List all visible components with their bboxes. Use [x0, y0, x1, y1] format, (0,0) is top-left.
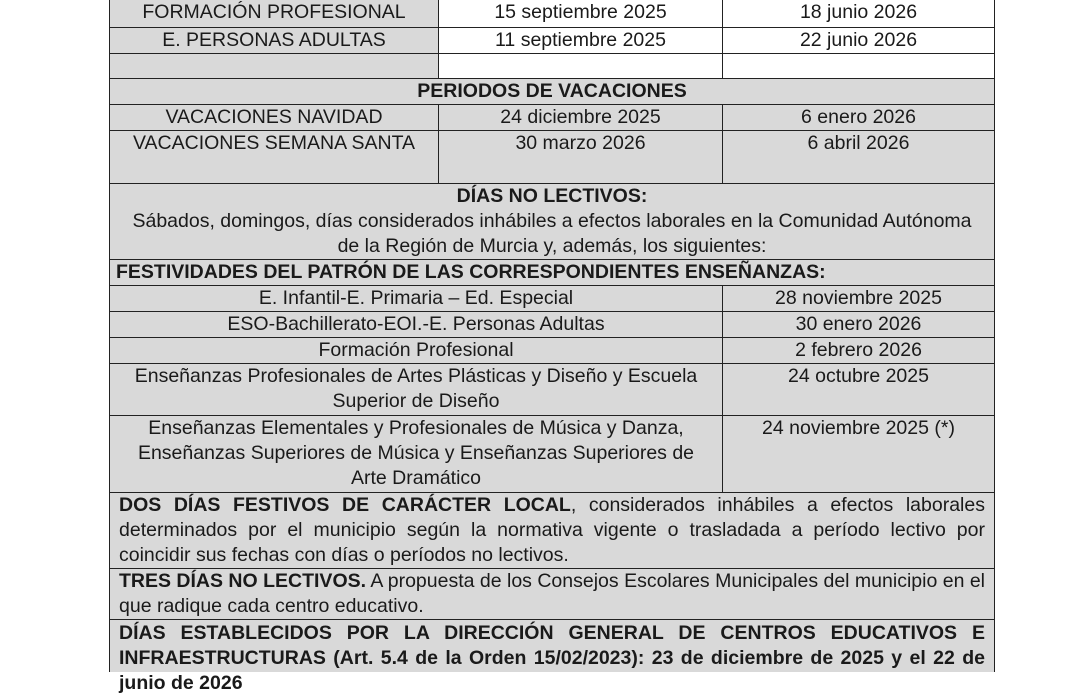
patron-title: FESTIVIDADES DEL PATRÓN DE LAS CORRESPONDIENTES ENSEÑANZAS: [110, 259, 995, 285]
three-days-text: A propuesta de los Consejos Escolares Municipales del municipio en el que radique cada centro educativo. [119, 569, 986, 617]
three-days-row [110, 568, 995, 619]
level-cell: FORMACIÓN PROFESIONAL [110, 0, 439, 27]
directorate-row [110, 619, 995, 672]
local-holidays-row [110, 492, 995, 568]
non-teaching-title: DÍAS NO LECTIVOS: [456, 184, 648, 207]
vacations-title: PERIODOS DE VACACIONES [110, 78, 995, 104]
table-row [110, 337, 995, 363]
non-teaching-cell [110, 183, 995, 259]
patron-teaching-cell: Enseñanzas Profesionales de Artes Plásticas y Diseño y Escuela Superior de Diseño [110, 363, 723, 415]
table-row [110, 0, 995, 27]
patron-teaching-cell: E. Infantil-E. Primaria – Ed. Especial [110, 285, 723, 311]
patron-date-cell: 24 octubre 2025 [723, 363, 995, 415]
non-teaching-text: Sábados, domingos, días considerados inhábiles a efectos laborales en la Comunidad Autónoma de la Región de Murcia y, además, los siguientes: [132, 209, 972, 257]
patron-date-cell: 24 noviembre 2025 (*) [723, 415, 995, 492]
table-row [110, 363, 995, 415]
end-date-cell: 22 junio 2026 [723, 27, 995, 53]
blank-cell [723, 53, 995, 78]
level-cell: E. PERSONAS ADULTAS [110, 27, 439, 53]
vacation-end-cell: 6 enero 2026 [723, 104, 995, 130]
local-holidays-cell [110, 492, 995, 568]
vacation-end-cell: 6 abril 2026 [723, 130, 995, 183]
blank-cell [439, 53, 723, 78]
table-row [110, 311, 995, 337]
start-date-cell: 15 septiembre 2025 [439, 0, 723, 27]
directorate-cell [110, 619, 995, 694]
table-row [110, 27, 995, 53]
blank-cell [110, 53, 439, 78]
patron-teaching-cell: Formación Profesional [110, 337, 723, 363]
vacation-name-cell: VACACIONES SEMANA SANTA [110, 130, 439, 183]
vacations-header-row [110, 78, 995, 104]
blank-row [110, 53, 995, 78]
patron-date-cell: 28 noviembre 2025 [723, 285, 995, 311]
end-date-cell: 18 junio 2026 [723, 0, 995, 27]
start-date-cell: 11 septiembre 2025 [439, 27, 723, 53]
patron-date-cell: 30 enero 2026 [723, 311, 995, 337]
patron-date-cell: 2 febrero 2026 [723, 337, 995, 363]
three-days-title: TRES DÍAS NO LECTIVOS. [119, 569, 367, 592]
patron-teaching-cell: ESO-Bachillerato-EOI.-E. Personas Adultas [110, 311, 723, 337]
vacation-name-cell: VACACIONES NAVIDAD [110, 104, 439, 130]
table-row [110, 104, 995, 130]
local-holidays-title: DOS DÍAS FESTIVOS DE CARÁCTER LOCAL [119, 493, 571, 516]
three-days-cell [110, 568, 995, 619]
local-holidays-text: , considerados inhábiles a efectos laborales determinados por el municipio según la normativa vigente o trasladada a período lectivo por coincidir sus fechas con días o períodos no lectivos. [119, 493, 985, 566]
directorate-text: DÍAS ESTABLECIDOS POR LA DIRECCIÓN GENERAL DE CENTROS EDUCATIVOS E INFRAESTRUCTURAS (Art. 5.4 de la Orden 15/02/2023): 23 de diciembre de 2025 y el 22 de junio de 2026 [119, 621, 985, 694]
vacation-start-cell: 30 marzo 2026 [439, 130, 723, 183]
patron-teaching-cell: Enseñanzas Elementales y Profesionales de Música y Danza, Enseñanzas Superiores de Música y Enseñanzas Superiores de Arte Dramático [110, 415, 723, 492]
vacation-start-cell: 24 diciembre 2025 [439, 104, 723, 130]
table-row [110, 285, 995, 311]
patron-header-row [110, 259, 995, 285]
school-calendar-sheet [109, 0, 994, 694]
calendar-table [109, 0, 995, 694]
table-row [110, 415, 995, 492]
non-teaching-row [110, 183, 995, 259]
table-row [110, 130, 995, 183]
